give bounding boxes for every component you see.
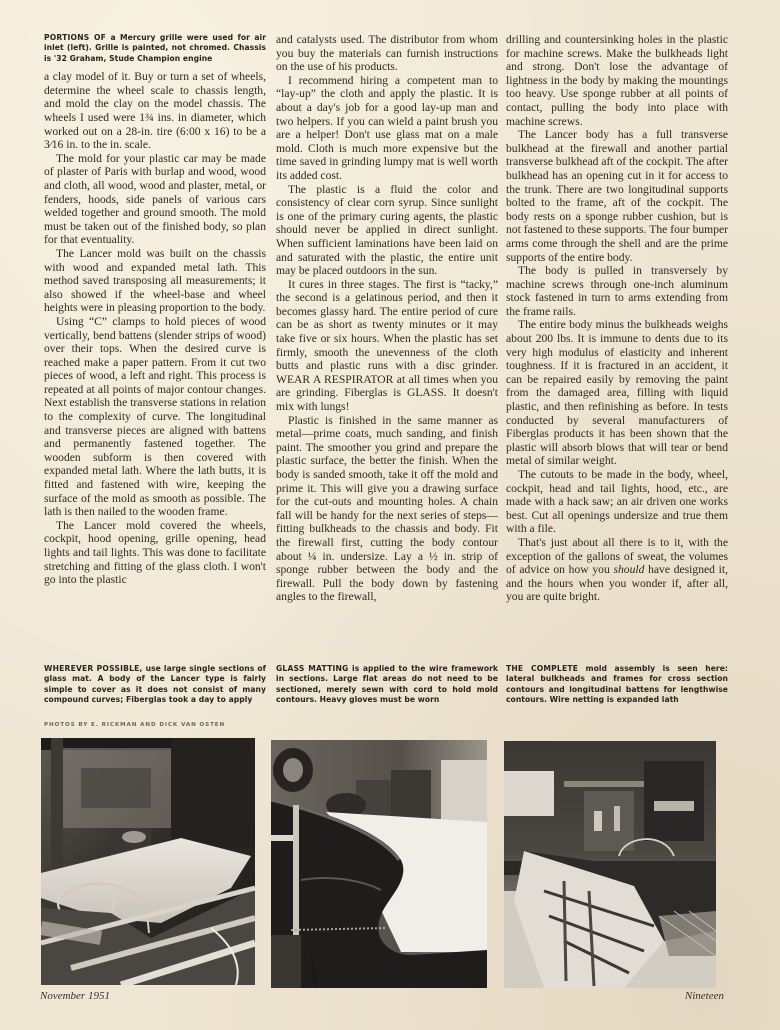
paragraph: The Lancer body has a full transverse bulkhead at the firewall and another partial transverse bulkhead aft of the cockpit. The after bulkhead has an opening cut in it for access to the trunk. There are two longitudinal supports bolted to the frame, aft of the cockpit. The body rests on a sponge rubber cushion, but is not fastened to these supports. The four bumper arms come through the shell and are the prime supports of the entire body. <box>506 128 728 264</box>
paragraph: The cutouts to be made in the body, wheel, cockpit, head and tail lights, hood, etc., are made with a hack saw; an air driven one works best. Cut all openings undersize and true them with a file. <box>506 468 728 536</box>
paragraph: a clay model of it. Buy or turn a set of wheels, determine the wheel scale to chassis length, and mold the clay on the model chassis. The wheels I used were 1¾ ins. in diameter, which worked out on a 28-in. tire (6:00 x 16) to be a 3⁄16 in. to the in. scale. <box>44 70 266 152</box>
paragraph: The Lancer mold was built on the chassis with wood and expanded metal lath. This method saved transposing all measurements; it also showed if the wheel-base and wheel heights were in pleasing proportion to the body. <box>44 246 266 315</box>
paragraph: The mold for your plastic car may be made of plaster of Paris with burlap and wood, wood and cloth, all wood, wood and plaster, metal, or fenders, hoods, side panels of various cars welded together and ground smooth. The mold must be taken out of the finished body, so plan for that eventuality. <box>44 151 266 247</box>
emphasis-text: should <box>613 563 645 577</box>
paragraph: The entire body minus the bulkheads weighs about 200 lbs. It is immune to dents due to its very high modulus of elasticity and inherent toughness. If it is fractured in an accident, it can be repaired easily by removing the paint from the damaged area, filling with liquid plastic, and then refinishing as before. In tests conducted by several manufacturers of Fiberglas products it has been shown that the plastic will absorb blows that will tear or bend metal of similar weight. <box>506 318 728 468</box>
photo-glass-mat-on-body <box>41 738 255 985</box>
caption-lead: WHEREVER POSSIBLE, <box>44 664 143 673</box>
caption-text: use large single sections of glass mat. A body of the Lancer type is fairly simple to cover as it does not consist of many compound curves; Fiberglas took a day to apply <box>44 664 266 705</box>
paragraph: Using “C” clamps to hold pieces of wood vertically, bend battens (slender strips of wood) over their tops. When the desired curve is reached make a paper pattern. From it cut two pieces of wood, a left and right. This process is repeated at all points of major contour changes. Next establish the transverse stations in relation to the complexity of curve. The longitudinal and transverse pieces are aligned with battens and permanently fastened together. The wooden subform is then covered with expanded metal lath. Where the lath butts, it is fitted and fastened with wire, keeping the surface of the mold as smooth as possible. The lath is then nailed to the wooden frame. <box>44 314 266 519</box>
top-photo-caption <box>44 33 266 64</box>
photo-image <box>41 738 255 985</box>
text: have designed it, and the hours when you wonder if, after all, you are quite bright. <box>506 563 728 604</box>
paragraph: The Lancer mold covered the wheels, cockpit, hood opening, grille opening, head lights and tail lights. This was done to facilitate stretching and fitting of the glass cloth. I won't go into the plastic <box>44 518 266 587</box>
caption-lead: PORTIONS OF <box>44 33 107 42</box>
caption-text: a Mercury grille were used for air inlet (left). Grille is painted, not chromed. Chassis is '32 Graham, Stude Champion engine <box>44 33 266 63</box>
page-number: Nineteen <box>684 990 724 1002</box>
paragraph: I recommend hiring a competent man to “lay-up” the cloth and apply the plastic. It is about a day's job for a good lay-up man and two helpers. If you can wield a paint brush you are a helper! Don't use glass mat on a male mold. Cloth is much more expensive but the time saved in grinding lumpy mat is well worth its added cost. <box>276 73 498 182</box>
text: That's just about all there is to it, with the exception of the gallons of sweat, the volumes of advice on how you <box>506 535 728 577</box>
photo-credit: PHOTOS BY E. RICKMAN AND DICK VAN OSTEN <box>44 722 226 728</box>
paragraph: It cures in three stages. The first is “tacky,” the second is a gelatinous period, and then it becomes glassy hard. The entire period of cure can be as short as twenty minutes or it may take five or six hours. When the plastic has set firmly, smooth the unevenness of the cloth butts and plastic runs with a disc grinder. WEAR A RESPIRATOR at all times when you are grinding. Fiberglas is GLASS. It doesn't mix with lungs! <box>276 277 498 414</box>
article-text-column-3 <box>506 33 728 604</box>
paragraph: Plastic is finished in the same manner as metal—prime coats, much sanding, and finish paint. The smoother you grind and prepare the plastic surface, the better the finish. When the body is sanded smooth, take it off the mold and prime it. This will give you a drawing surface for the cut-outs and mounting holes. A chain fall will be handy for the next series of steps—fitting bulkheads to the chassis and body. Fit the firewall first, cutting the body contour about ¼ in. undersize. Lay a ½ in. strip of sponge rubber between the body and the firewall. Pull the body down by fastening angles to the firewall, <box>276 413 498 604</box>
photo-complete-mold-assembly <box>504 741 716 988</box>
photo-caption-1 <box>44 664 266 706</box>
column-1 <box>44 33 266 587</box>
photo-image <box>271 740 487 988</box>
caption-lead: THE COMPLETE <box>506 664 579 673</box>
caption-text: mold assembly is seen here: lateral bulkheads and frames for cross section contours and longitudinal battens for lengthwise contours. Wire netting is expanded lath <box>506 664 729 705</box>
paragraph: The body is pulled in transversely by machine screws through one-inch aluminum stock fastened in turn to arms extending from the frame rails. <box>506 264 728 318</box>
column-3 <box>506 33 728 604</box>
article-text-column-1 <box>44 70 266 587</box>
paragraph: drilling and countersinking holes in the plastic for machine screws. Make the bulkheads light and strong. Don't lose the advantage of lightness in the body by making the mountings too heavy. Use sponge rubber at all points of contact, pulling the body into place with machine screws. <box>506 33 728 128</box>
paragraph: The plastic is a fluid the color and consistency of clear corn syrup. Since sunlight is one of the primary curing agents, the plastic should never be applied in direct sunlight. When sufficient laminations have been laid on and saturated with the plastic, the entire unit may be placed outdoors in the sun. <box>276 182 498 278</box>
caption-lead: GLASS MATTING <box>276 664 349 673</box>
paragraph: and catalysts used. The distributor from whom you buy the materials can furnish instructions on the use of his products. <box>276 33 498 74</box>
article-text-column-2 <box>276 33 498 604</box>
photo-caption-2 <box>276 664 498 706</box>
photo-caption-3 <box>506 664 728 706</box>
photo-glass-matting-framework <box>271 740 487 988</box>
column-2 <box>276 33 498 604</box>
footer-date: November 1951 <box>40 990 110 1002</box>
closing-paragraph <box>506 536 728 604</box>
caption-text: is applied to the wire framework in sections. Large flat areas do not need to be sectioned, merely sewn with cord to hold mold contours. Heavy gloves must be worn <box>276 664 498 705</box>
photo-image <box>504 741 716 988</box>
